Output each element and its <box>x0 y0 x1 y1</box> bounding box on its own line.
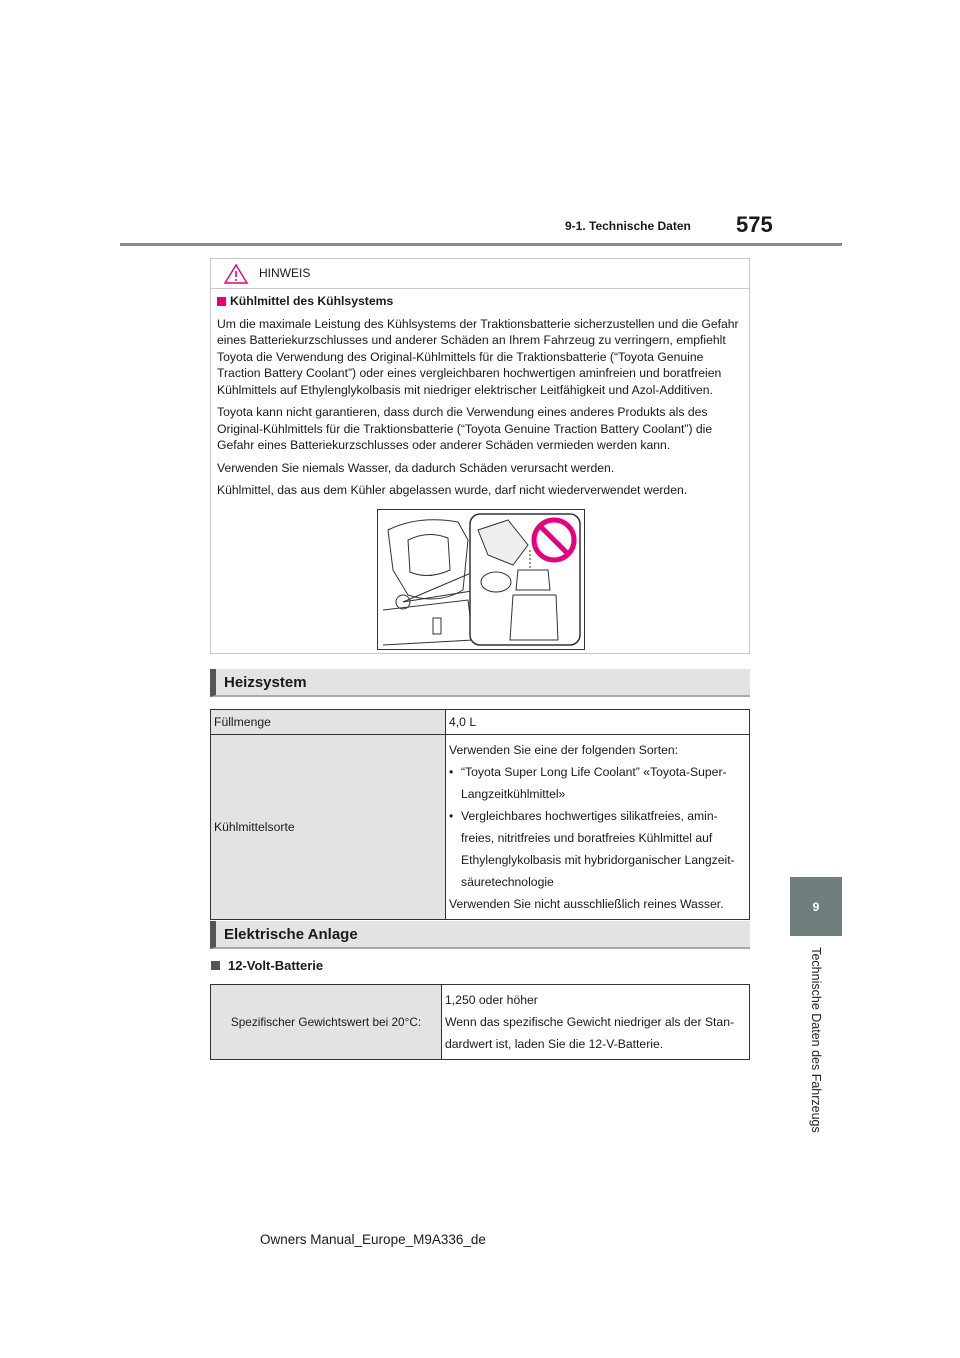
footer-text: Owners Manual_Europe_M9A336_de <box>260 1232 486 1247</box>
notice-label: HINWEIS <box>259 266 311 280</box>
notice-body <box>211 289 749 499</box>
chapter-title: Technische Daten des Fahrzeugs <box>809 947 823 1133</box>
notice-paragraph: Verwenden Sie niemals Wasser, da dadurch Schäden verursacht werden. <box>217 460 615 475</box>
square-bullet-icon <box>217 297 226 306</box>
notice-paragraph: Kühlmittel, das aus dem Kühler abgelassen wurde, darf nicht wiederverwendet werden. <box>217 483 688 497</box>
table-row <box>211 710 750 735</box>
notice-box <box>210 258 750 654</box>
notice-subtitle <box>217 293 743 310</box>
capacity-value: 4,0 L <box>446 710 750 735</box>
notice-paragraph: Toyota kann nicht garantieren, dass durch die Verwendung eines anderes Produkts als des Original-Kühlmittels für die Traktionsbatterie (“Toyota Genuine Traction Battery Coolant”) die Gefahr eines Batteriekurzschlusses oder anderer Schäden vermieden werden kann. <box>217 405 713 452</box>
battery-heading-text: 12-Volt-Batterie <box>228 958 324 973</box>
coolant-intro: Verwenden Sie eine der folgenden Sorten: <box>449 743 679 757</box>
section-heading-elektrische-anlage: Elektrische Anlage <box>210 921 750 949</box>
coolant-option-text: Vergleichbares hochwertiges silikatfreies, amin-freies, nitritfreies und boratfreies Kühlmittel auf Ethylenglykolbasis mit hybridorganischer Langzeit-säuretechnologie <box>461 809 735 889</box>
warning-icon <box>223 263 249 285</box>
coolant-option-text: “Toyota Super Long Life Coolant” «Toyota-Super-Langzeitkühlmittel» <box>461 765 727 801</box>
gravity-label: Spezifischer Gewichtswert bei 20°C: <box>211 985 442 1060</box>
list-item: • Vergleichbares hochwertiges silikatfreies, amin-freies, nitritfreies und boratfreies Kühlmittel auf Ethylenglykolbasis mit hybridorganischer Langzeit-säuretechnologie <box>449 805 746 893</box>
notice-header <box>211 259 749 289</box>
capacity-label: Füllmenge <box>211 710 446 735</box>
page-number: 575 <box>736 212 773 237</box>
notice-paragraph: Um die maximale Leistung des Kühlsystems der Traktionsbatterie sicherzustellen und die Gefahr eines Batteriekurzschlusses und anderer Schäden an Ihrem Fahrzeug zu verringern, empfiehlt Toyota die Verwendung des Original-Kühlmittels für die Traktionsbatterie (“Toyota Genuine Traction Battery Coolant”) oder eines vergleichbaren hochwertigen aminfreien und boratfreien Kühlmittels auf Ethylenglykolbasis mit niedriger elektrischer Leitfähigkeit und Azol-Additiven. <box>217 316 739 397</box>
section-title: 9-1. Technische Daten <box>565 219 691 233</box>
table-row <box>211 985 750 1060</box>
section-heading-heizsystem: Heizsystem <box>210 669 750 697</box>
chapter-tab[interactable]: 9 <box>790 877 842 936</box>
notice-subtitle-text: Kühlmittel des Kühlsystems <box>230 294 394 308</box>
header-rule <box>120 243 842 246</box>
square-bullet-icon <box>211 961 220 970</box>
gravity-value <box>442 985 750 1060</box>
table-row <box>211 735 750 920</box>
coolant-type-label: Kühlmittelsorte <box>211 735 446 920</box>
coolant-note: Verwenden Sie nicht ausschließlich reines Wasser. <box>449 897 724 911</box>
battery-heading <box>211 958 323 973</box>
heating-spec-table <box>210 709 750 920</box>
coolant-prohibition-illustration <box>377 509 585 650</box>
gravity-note: Wenn das spezifische Gewicht niedriger als der Stan-dardwert ist, laden Sie die 12-V-Batterie. <box>445 1015 735 1051</box>
battery-spec-table <box>210 984 750 1060</box>
list-item: • “Toyota Super Long Life Coolant” «Toyota-Super-Langzeitkühlmittel» <box>449 761 746 805</box>
coolant-type-value <box>446 735 750 920</box>
gravity-value-text: 1,250 oder höher <box>445 993 538 1007</box>
